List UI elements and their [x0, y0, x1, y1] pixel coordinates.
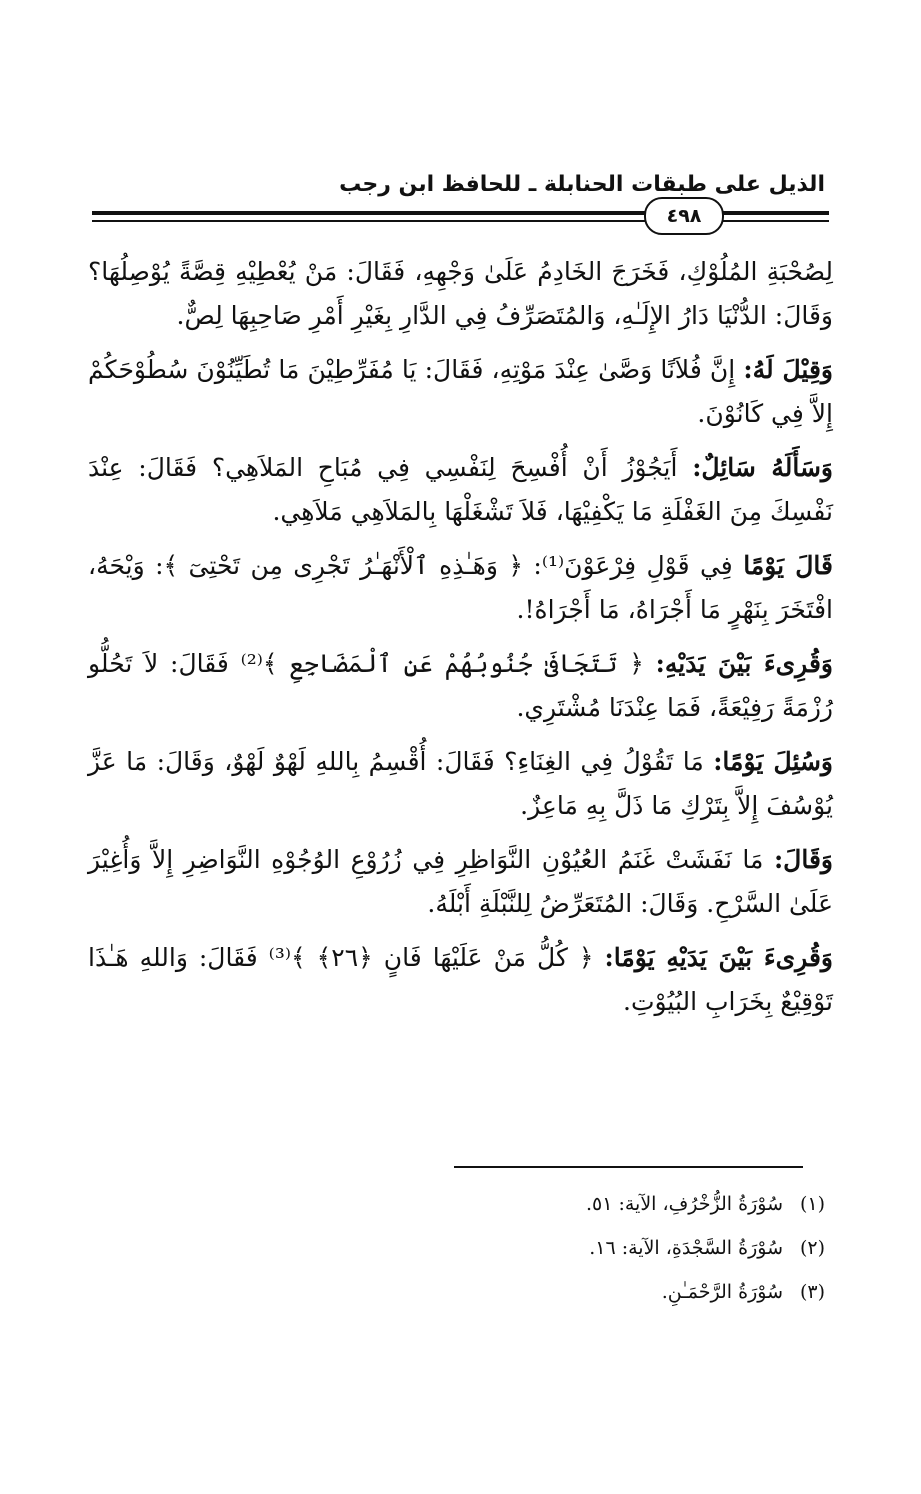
paragraph	[88, 838, 833, 926]
paragraph-text: فِي قَوْلِ فِرْعَوْنَ⁽¹⁾: ﴿ وَهَـٰذِهِ ٱلْأَنْهَـٰرُ تَجْرِى مِن تَحْتِىٓ ﴾: وَيْحَهُ، افْتَخَرَ بِنَهْرٍ مَا أَجْرَاهُ، مَا أَجْرَاهُ!.	[88, 551, 833, 624]
paragraph-lead: وَسَأَلَهُ سَائِلٌ:	[692, 453, 834, 482]
paragraph-lead: وَقُرِىءَ بَيْنَ يَدَيْهِ:	[655, 649, 834, 678]
paragraph	[88, 936, 833, 1024]
footnote-text: سُوْرَةُ السَّجْدَةِ، الآية: ١٦.	[589, 1237, 783, 1259]
paragraph	[88, 348, 833, 436]
paragraph	[88, 250, 833, 338]
footnotes	[325, 1182, 825, 1314]
footnote-number: (١)	[799, 1193, 825, 1215]
footnote-separator	[454, 1166, 803, 1168]
footnote	[325, 1270, 825, 1314]
paragraph-text: أَيَجُوْزُ أَنْ أُفْسِحَ لِنَفْسِي فِي مُبَاحِ المَلاَهِي؟ فَقَالَ: عِنْدَ نَفْسِكَ مِنَ الغَفْلَةِ مَا يَكْفِيْهَا، فَلاَ تَشْغَلْهَا بِالمَلاَهِي مَلاَهِي.	[88, 453, 833, 526]
paragraph-text: ﴿ كُلُّ مَنْ عَلَيْهَا فَانٍ ﴿٢٦﴾ ﴾⁽³⁾ فَقَالَ: وَاللهِ هَـٰذَا تَوْقِيْعٌ بِخَرَابِ البُيُوْتِ.	[88, 943, 833, 1016]
paragraph-text: مَا نَفَشَتْ غَنَمُ العُيُوْنِ النَّوَاظِرِ فِي زُرُوْعِ الوُجُوْهِ النَّوَاضِرِ إِلاَّ وَأُغِيْرَ عَلَىٰ السَّرْحِ. وَقَالَ: المُتَعَرِّضُ لِلنَّبْلَةِ أَبْلَهُ.	[88, 845, 833, 918]
footnote-number: (٣)	[799, 1281, 825, 1303]
paragraph-lead: وَقَالَ:	[773, 845, 833, 874]
paragraph-lead: وَسُئِلَ يَوْمًا:	[713, 747, 834, 776]
footnote	[325, 1182, 825, 1226]
paragraph	[88, 642, 833, 730]
paragraph	[88, 740, 833, 828]
paragraph-text: لِصُحْبَةِ المُلُوْكِ، فَخَرَجَ الخَادِمُ عَلَىٰ وَجْهِهِ، فَقَالَ: مَنْ يُعْطِيْهِ قِصَّةً يُوْصِلُهَا؟ وَقَالَ: الدُّنْيَا دَارُ الإِلَـٰهِ، وَالمُتَصَرِّفُ فِي الدَّارِ بِغَيْرِ أَمْرِ صَاحِبِهَا لِصٌّ.	[88, 257, 833, 330]
footnote	[325, 1226, 825, 1270]
paragraph	[88, 544, 833, 632]
paragraph-lead: وَقِيْلَ لَهُ:	[743, 355, 833, 384]
paragraph-text: ﴿ تَتَجَافَىٰ جُنُوبُهُمْ عَنِ ٱلْمَضَاجِعِ ﴾⁽²⁾ فَقَالَ: لاَ تَحُلُّو رُزْمَةً رَفِيْعَةً، فَمَا عِنْدَنَا مُشْتَرِي.	[88, 649, 833, 722]
paragraph-lead: قَالَ يَوْمًا	[743, 551, 833, 580]
paragraph-text: إِنَّ فُلاَنًا وَصَّىٰ عِنْدَ مَوْتِهِ، فَقَالَ: يَا مُفَرِّطِيْنَ مَا تُطَيِّنُوْنَ سُطُوْحَكُمْ إِلاَّ فِي كَانُوْنَ.	[88, 355, 833, 428]
paragraph	[88, 446, 833, 534]
running-header-title: الذيل على طبقات الحنابلة ـ للحافظ ابن رجب	[339, 172, 825, 197]
paragraph-text: مَا تَقُوْلُ فِي الغِنَاءِ؟ فَقَالَ: أُقْسِمُ بِاللهِ لَهْوٌ لَهْوٌ، وَقَالَ: مَا عَزَّ يُوْسُفَ إِلاَّ بِتَرْكِ مَا ذَلَّ بِهِ مَاعِزٌ.	[88, 747, 833, 820]
paragraph-lead: وَقُرِىءَ بَيْنَ يَدَيْهِ يَوْمًا:	[604, 943, 833, 972]
footnote-text: سُوْرَةُ الرَّحْمَـٰنِ.	[661, 1281, 783, 1303]
main-text	[88, 250, 833, 1034]
footnote-text: سُوْرَةُ الزُّخْرُفِ، الآية: ٥١.	[585, 1193, 783, 1215]
footnote-number: (٢)	[799, 1237, 825, 1259]
page-number: ٤٩٨	[644, 197, 724, 235]
